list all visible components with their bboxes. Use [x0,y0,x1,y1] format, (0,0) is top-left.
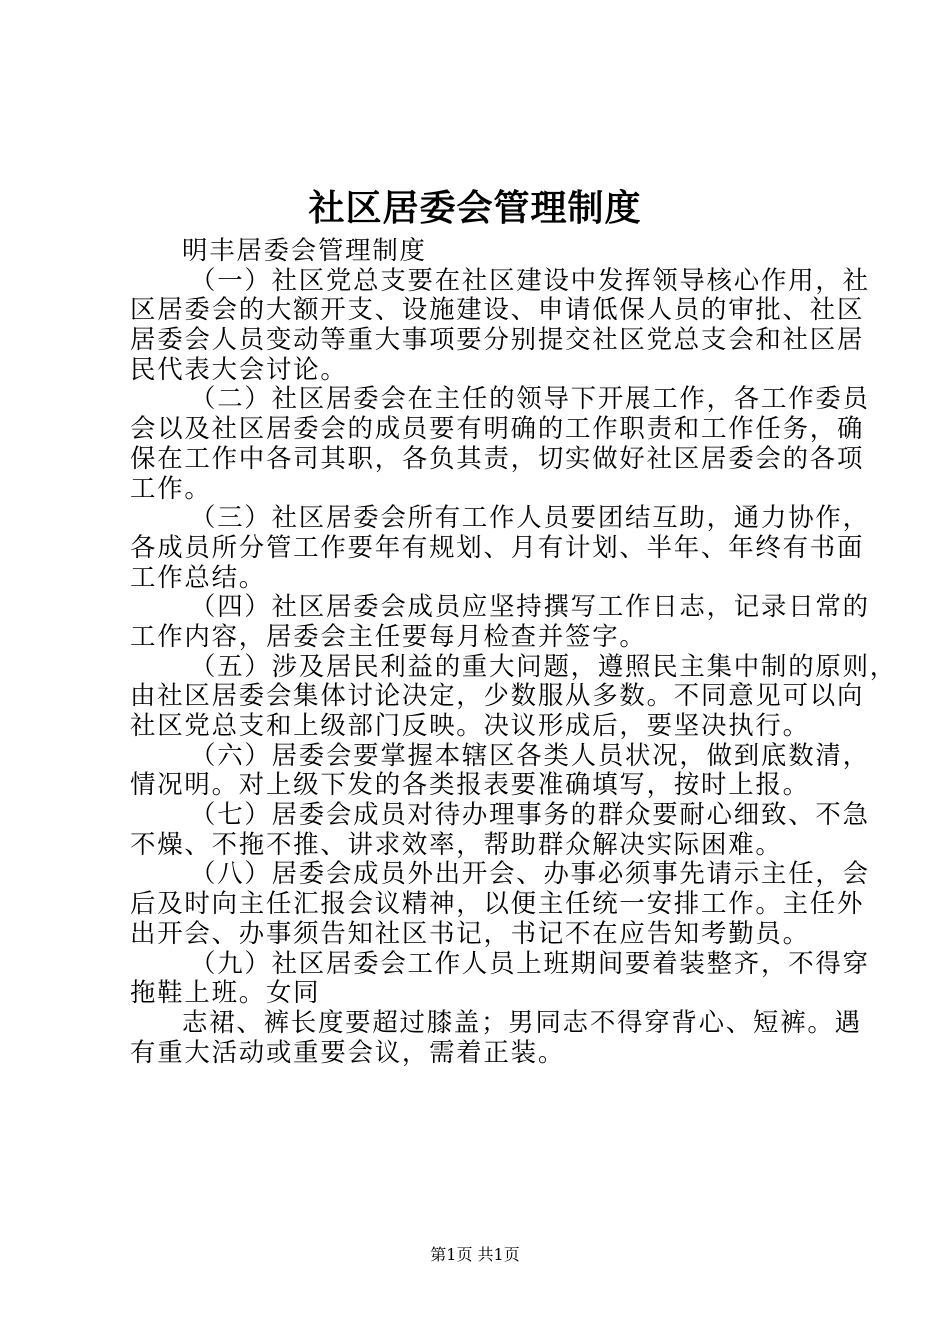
body-line: 会以及社区居委会的成员要有明确的工作职责和工作任务，确 [130,413,865,444]
body-line: （八）居委会成员外出开会、办事必须事先请示主任，会 [190,858,870,889]
body-line: 由社区居委会集体讨论决定，少数服从多数。不同意见可以向 [130,680,865,711]
body-line: 志裙、裤长度要超过膝盖；男同志不得穿背心、短裤。遇 [182,1006,862,1037]
body-line: 工作总结。 [130,561,266,592]
body-line: 工作。 [130,472,212,503]
body-line: 各成员所分管工作要年有规划、月有计划、半年、年终有书面 [130,531,865,562]
body-line: （四）社区居委会成员应坚持撰写工作日志，记录日常的 [190,591,870,622]
subtitle-line: 明丰居委会管理制度 [182,235,427,265]
document-body [130,235,897,1067]
body-line: （三）社区居委会所有工作人员要团结互助，通力协作， [190,502,870,533]
body-line: （二）社区居委会在主任的领导下开展工作，各工作委员 [190,383,870,414]
body-line: （六）居委会要掌握本辖区各类人员状况，做到底数清， [190,739,870,770]
body-line: 工作内容，居委会主任要每月检查并签字。 [130,620,647,651]
body-line: 有重大活动或重要会议，需着正装。 [130,1036,566,1067]
body-line: 不燥、不拖不推、讲求效率，帮助群众解决实际困难。 [130,828,783,859]
body-line: 保在工作中各司其职，各负其责，切实做好社区居委会的各项 [130,442,865,473]
document-title: 社区居委会管理制度 [308,187,642,229]
body-line: （一）社区党总支要在社区建设中发挥领导核心作用，社 [190,264,870,295]
body-line: 民代表大会讨论。 [130,353,348,384]
body-line: 社区党总支和上级部门反映。决议形成后，要坚决执行。 [130,710,810,740]
body-line: （九）社区居委会工作人员上班期间要着装整齐，不得穿 [190,947,870,978]
page-number-footer: 第1页 共1页 [430,1245,520,1264]
body-line: （五）涉及居民利益的重大问题，遵照民主集中制的原则， [190,650,897,681]
body-line: （七）居委会成员对待办理事务的群众要耐心细致、不急 [190,799,870,830]
body-line: 后及时向主任汇报会议精神，以便主任统一安排工作。主任外 [130,888,865,919]
body-line: 出开会、办事须告知社区书记，书记不在应告知考勤员。 [130,917,810,948]
body-line: 区居委会的大额开支、设施建设、申请低保人员的审批、社区 [130,294,865,325]
body-line: 拖鞋上班。女同 [130,977,321,1008]
body-line: 居委会人员变动等重大事项要分别提交社区党总支会和社区居 [130,324,865,355]
body-line: 情况明。对上级下发的各类报表要准确填写，按时上报。 [130,769,810,800]
